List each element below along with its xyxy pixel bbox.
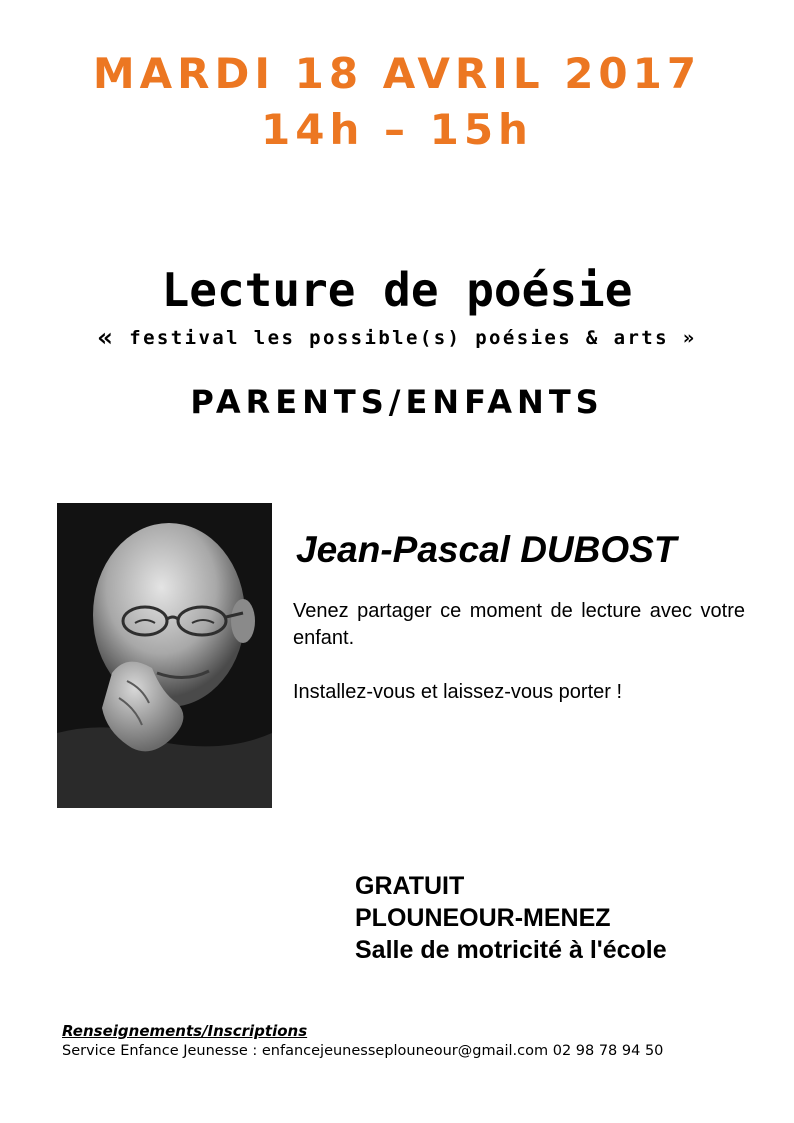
event-time: 14h – 15h (261, 105, 533, 154)
event-date: MARDI 18 AVRIL 2017 (92, 49, 702, 98)
event-title: Lecture de poésie (161, 263, 633, 317)
author-photo (57, 503, 272, 808)
author-name: Jean-Pascal DUBOST (296, 529, 677, 570)
info-venue: Salle de motricité à l'école (355, 936, 667, 964)
festival-line (0, 324, 794, 352)
description-paragraph: Venez partager ce moment de lecture avec votre enfant. (293, 600, 745, 649)
info-town: PLOUNEOUR-MENEZ (355, 904, 611, 932)
festival-open-quote: « (97, 323, 116, 353)
portrait-illustration (57, 503, 272, 808)
contact-heading: Renseignements/Inscriptions (62, 1022, 308, 1040)
festival-text: festival les possible(s) poésies & arts » (115, 327, 697, 349)
description-paragraph: Installez-vous et laissez-vous porter ! (293, 681, 623, 703)
audience-label: PARENTS/ENFANTS (190, 383, 604, 421)
info-price: GRATUIT (355, 872, 465, 900)
contact-line: Service Enfance Jeunesse : enfancejeunesseplouneour@gmail.com 02 98 78 94 50 (62, 1043, 664, 1059)
